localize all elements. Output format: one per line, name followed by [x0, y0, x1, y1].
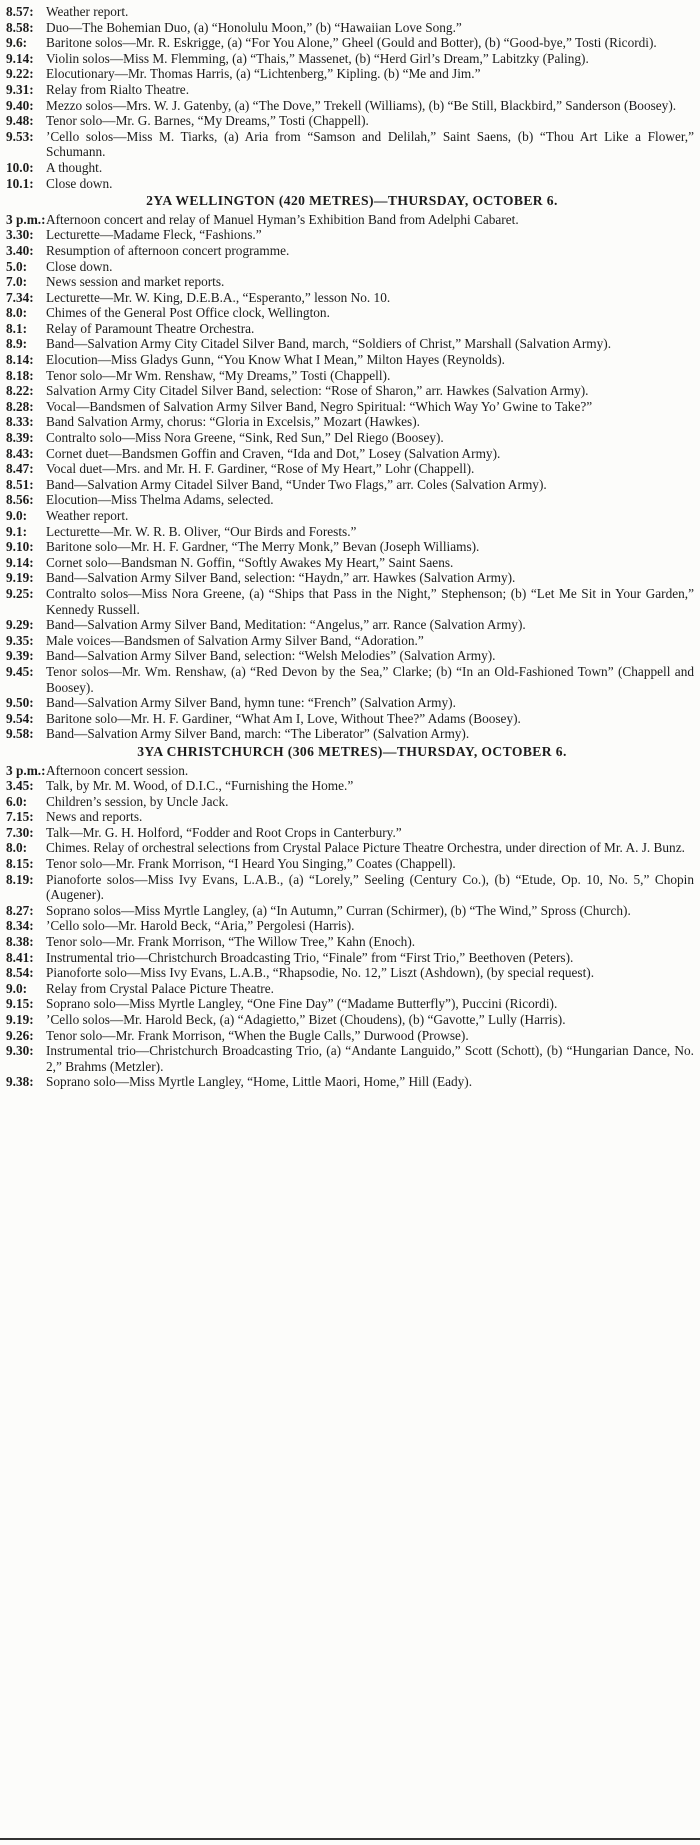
entry-time: 3.45:: [6, 778, 34, 794]
entry-description: Duo—The Bohemian Duo, (a) “Honolulu Moon,” (b) “Hawaiian Love Song.”: [46, 19, 462, 35]
entry-description: Soprano solo—Miss Myrtle Langley, “Home, Little Maori, Home,” Hill (Eady).: [46, 1074, 473, 1090]
entry-description: Instrumental trio—Christchurch Broadcasting Trio, (a) “Andante Languido,” Scott (Schott), (b) “Hungarian Dance, No. 2,” Brahms (Metzler).: [46, 1043, 694, 1074]
programme-entry: [6, 695, 698, 711]
entry-description: Relay from Crystal Palace Picture Theatre.: [46, 980, 274, 996]
entry-description: Tenor solo—Mr. Frank Morrison, “The Willow Tree,” Kahn (Enoch).: [46, 934, 416, 950]
programme-entry: [6, 778, 698, 794]
entry-time: 7.34:: [6, 289, 34, 305]
entry-time: 9.19:: [6, 1012, 34, 1027]
entry-time: 3 p.m.:: [6, 211, 46, 227]
programme-entry: [6, 555, 698, 571]
programme-entry: [6, 664, 698, 695]
entry-description: Elocutionary—Mr. Thomas Harris, (a) “Lichtenberg,” Kipling. (b) “Me and Jim.”: [46, 66, 481, 82]
programme-entry: [6, 399, 698, 415]
programme-entry: [6, 212, 698, 228]
programme-entry: [6, 461, 698, 477]
entry-time: 9.0:: [6, 980, 28, 996]
programme-entry: [6, 934, 698, 950]
programme-entry: [6, 996, 698, 1012]
entry-time: 9.29:: [6, 617, 34, 633]
entry-time: 9.31:: [6, 81, 34, 97]
entry-time: 9.35:: [6, 632, 34, 648]
programme-entry: [6, 160, 698, 176]
programme-entry: [6, 763, 698, 779]
entry-time: 9.48:: [6, 113, 34, 129]
entry-description: Tenor solos—Mr. Wm. Renshaw, (a) “Red Devon by the Sea,” Clarke; (b) “In an Old-Fashioned Town” (Chappell and Boosey).: [46, 663, 694, 695]
programme-entry: [6, 726, 698, 742]
programme-entry: [6, 336, 698, 352]
entry-description: Weather report.: [46, 4, 129, 19]
programme-entry: [6, 617, 698, 633]
entry-time: 10.1:: [6, 175, 34, 191]
entry-time: 9.30:: [6, 1043, 34, 1059]
programme-entry: [6, 113, 698, 129]
entry-time: 3.30:: [6, 227, 34, 243]
programme-entry: [6, 711, 698, 727]
entry-description: Band—Salvation Army Silver Band, selection: “Haydn,” arr. Hawkes (Salvation Army).: [46, 570, 516, 586]
programme-entry: [6, 570, 698, 586]
entry-time: 8.41:: [6, 949, 34, 965]
entry-time: 9.45:: [6, 663, 34, 679]
programme-entry: [6, 129, 698, 160]
entry-time: 8.18:: [6, 367, 34, 383]
entry-time: 7.0:: [6, 274, 28, 290]
programme-column: [6, 4, 698, 1090]
entry-time: 8.54:: [6, 965, 34, 981]
programme-entry: [6, 524, 698, 540]
entry-time: 9.54:: [6, 710, 34, 726]
entry-time: 8.9:: [6, 336, 28, 352]
bottom-rule: [0, 1838, 700, 1840]
programme-entry: [6, 648, 698, 664]
entry-description: Band—Salvation Army Silver Band, hymn tune: “French” (Salvation Army).: [46, 695, 456, 711]
entry-time: 8.15:: [6, 856, 34, 872]
entry-time: 6.0:: [6, 793, 28, 809]
entry-description: Soprano solos—Miss Myrtle Langley, (a) “In Autumn,” Curran (Schirmer), (b) “The Wind,” Spross (Church).: [46, 902, 631, 918]
entry-time: 8.39:: [6, 430, 34, 446]
entry-description: Vocal duet—Mrs. and Mr. H. F. Gardiner, “Rose of My Heart,” Lohr (Chappell).: [46, 461, 475, 477]
entry-time: 9.1:: [6, 523, 28, 539]
programme-entry: [6, 872, 698, 903]
entry-description: Pianoforte solo—Miss Ivy Evans, L.A.B., “Rhapsodie, No. 12,” Liszt (Ashdown), (by special request).: [46, 965, 595, 981]
programme-entry: [6, 981, 698, 997]
entry-time: 9.39:: [6, 648, 34, 664]
entry-time: 8.51:: [6, 476, 34, 492]
entry-description: Close down.: [46, 258, 113, 274]
entry-description: Close down.: [46, 175, 113, 191]
entry-description: News session and market reports.: [46, 274, 225, 290]
programme-entry: [6, 477, 698, 493]
entry-time: 3.40:: [6, 242, 34, 258]
entry-description: Cornet solo—Bandsman N. Goffin, “Softly Awakes My Heart,” Saint Saens.: [46, 554, 454, 570]
programme-entry: [6, 539, 698, 555]
entry-time: 10.0:: [6, 159, 34, 175]
entry-time: 8.22:: [6, 383, 34, 399]
programme-entry: [6, 290, 698, 306]
entry-description: Band—Salvation Army Silver Band, selection: “Welsh Melodies” (Salvation Army).: [46, 648, 496, 664]
programme-entry: [6, 176, 698, 192]
entry-time: 9.15:: [6, 996, 34, 1012]
programme-entry: [6, 586, 698, 617]
station-heading: 2YA WELLINGTON (420 METRES)—THURSDAY, OCTOBER 6.: [146, 193, 558, 209]
programme-entry: [6, 51, 698, 67]
programme-entry: [6, 903, 698, 919]
entry-time: 9.25:: [6, 585, 34, 601]
programme-entry: [6, 1043, 698, 1074]
entry-description: Children’s session, by Uncle Jack.: [46, 793, 229, 809]
programme-entry: [6, 794, 698, 810]
entry-description: Afternoon concert session.: [46, 762, 189, 778]
entry-time: 8.38:: [6, 934, 34, 950]
entry-description: ’Cello solos—Miss M. Tiarks, (a) Aria from “Samson and Delilah,” Saint Saens, (b) “Thou Art Like a Flower,” Schumann.: [46, 128, 694, 160]
programme-entry: [6, 82, 698, 98]
entry-description: Chimes of the General Post Office clock, Wellington.: [46, 305, 330, 321]
programme-entry: [6, 825, 698, 841]
entry-time: 5.0:: [6, 258, 28, 274]
entry-description: News and reports.: [46, 809, 143, 825]
programme-entry: [6, 321, 698, 337]
entry-description: Baritone solo—Mr. H. F. Gardner, “The Merry Monk,” Bevan (Joseph Williams).: [46, 539, 480, 555]
programme-entry: [6, 492, 698, 508]
programme-entry: [6, 305, 698, 321]
entry-time: 9.26:: [6, 1027, 34, 1043]
entry-time: 9.6:: [6, 35, 28, 51]
entry-description: ’Cello solos—Mr. Harold Beck, (a) “Adagietto,” Bizet (Choudens), (b) “Gavotte,” Lully (Harris).: [46, 1012, 566, 1027]
entry-description: A thought.: [46, 159, 103, 175]
entry-time: 8.33:: [6, 414, 34, 430]
programme-entry: [6, 66, 698, 82]
entry-time: 8.14:: [6, 352, 34, 368]
entry-time: 8.0:: [6, 840, 28, 856]
programme-entry: [6, 1074, 698, 1090]
entry-time: 8.56:: [6, 492, 34, 508]
programme-entry: [6, 840, 698, 856]
entry-description: Band—Salvation Army Citadel Silver Band, “Under Two Flags,” arr. Coles (Salvation Army).: [46, 476, 547, 492]
programme-entry: [6, 965, 698, 981]
entry-description: Relay from Rialto Theatre.: [46, 81, 190, 97]
entry-time: 7.15:: [6, 809, 34, 825]
programme-entry: [6, 508, 698, 524]
entry-description: Salvation Army City Citadel Silver Band, selection: “Rose of Sharon,” arr. Hawkes (Salvation Army).: [46, 383, 589, 399]
entry-time: 8.47:: [6, 461, 34, 477]
programme-entry: [6, 259, 698, 275]
entry-time: 9.38:: [6, 1074, 34, 1090]
entry-time: 3 p.m.:: [6, 762, 46, 778]
programme-entry: [6, 1012, 698, 1028]
entry-time: 8.19:: [6, 871, 34, 887]
entry-description: Cornet duet—Bandsmen Goffin and Craven, “Ida and Dot,” Losey (Salvation Army).: [46, 445, 501, 461]
entry-description: Afternoon concert and relay of Manuel Hyman’s Exhibition Band from Adelphi Cabaret.: [46, 211, 519, 227]
programme-entry: [6, 20, 698, 36]
programme-entry: [6, 274, 698, 290]
entry-description: Tenor solo—Mr Wm. Renshaw, “My Dreams,” Tosti (Chappell).: [46, 367, 391, 383]
programme-entry: [6, 243, 698, 259]
entry-time: 9.14:: [6, 50, 34, 66]
entry-time: 9.40:: [6, 97, 34, 113]
programme-entry: [6, 950, 698, 966]
entry-description: Soprano solo—Miss Myrtle Langley, “One Fine Day” (“Madame Butterfly”), Puccini (Ricordi).: [46, 996, 558, 1012]
entry-description: Contralto solo—Miss Nora Greene, “Sink, Red Sun,” Del Riego (Boosey).: [46, 430, 444, 446]
programme-entry: [6, 809, 698, 825]
programme-entry: [6, 368, 698, 384]
programme-entry: [6, 227, 698, 243]
entry-time: 9.53:: [6, 128, 34, 144]
entry-time: 9.58:: [6, 726, 34, 742]
entry-description: Band—Salvation Army Silver Band, march: “The Liberator” (Salvation Army).: [46, 726, 470, 742]
programme-entry: [6, 1028, 698, 1044]
programme-entry: [6, 856, 698, 872]
entry-time: 9.10:: [6, 539, 34, 555]
entry-time: 8.34:: [6, 918, 34, 934]
entry-description: Band—Salvation Army Silver Band, Meditation: “Angelus,” arr. Rance (Salvation Army).: [46, 617, 526, 633]
entry-time: 9.14:: [6, 554, 34, 570]
programme-entry: [6, 352, 698, 368]
entry-description: Violin solos—Miss M. Flemming, (a) “Thais,” Massenet, (b) “Herd Girl’s Dream,” Labitzky (Paling).: [46, 50, 589, 66]
entry-description: Band Salvation Army, chorus: “Gloria in Excelsis,” Mozart (Hawkes).: [46, 414, 420, 430]
entry-description: Lecturette—Mr. W. R. B. Oliver, “Our Birds and Forests.”: [46, 523, 357, 539]
entry-description: Tenor solo—Mr. Frank Morrison, “I Heard You Singing,” Coates (Chappell).: [46, 856, 456, 872]
programme-entry: [6, 430, 698, 446]
entry-description: Contralto solos—Miss Nora Greene, (a) “Ships that Pass in the Night,” Stephenson; (b) “Let Me Sit in Your Garden,” Kennedy Russell.: [46, 585, 694, 617]
entry-description: Elocution—Miss Thelma Adams, selected.: [46, 492, 274, 508]
entry-time: 8.28:: [6, 398, 34, 414]
entry-time: 8.57:: [6, 4, 34, 19]
entry-description: Talk, by Mr. M. Wood, of D.I.C., “Furnishing the Home.”: [46, 778, 354, 794]
programme-entry: [6, 35, 698, 51]
entry-time: 8.0:: [6, 305, 28, 321]
entry-time: 8.43:: [6, 445, 34, 461]
entry-description: Band—Salvation Army City Citadel Silver Band, march, “Soldiers of Christ,” Marshall (Salvation Army).: [46, 336, 612, 352]
entry-description: Talk—Mr. G. H. Holford, “Fodder and Root Crops in Canterbury.”: [46, 824, 402, 840]
entry-description: Lecturette—Mr. W. King, D.E.B.A., “Esperanto,” lesson No. 10.: [46, 289, 391, 305]
entry-time: 9.50:: [6, 695, 34, 711]
programme-entry: [6, 633, 698, 649]
entry-description: Lecturette—Madame Fleck, “Fashions.”: [46, 227, 262, 243]
entry-time: 9.0:: [6, 508, 28, 523]
programme-entry: [6, 4, 698, 20]
entry-description: Male voices—Bandsmen of Salvation Army Silver Band, “Adoration.”: [46, 632, 424, 648]
entry-description: Pianoforte solos—Miss Ivy Evans, L.A.B., (a) “Lorely,” Seeling (Century Co.), (b) “Etude, Op. 10, No. 5,” Chopin (Augener).: [46, 871, 694, 903]
entry-description: Tenor solo—Mr. G. Barnes, “My Dreams,” Tosti (Chappell).: [46, 113, 369, 129]
entry-description: ’Cello solo—Mr. Harold Beck, “Aria,” Pergolesi (Harris).: [46, 918, 355, 934]
programme-entry: [6, 383, 698, 399]
entry-time: 8.27:: [6, 902, 34, 918]
entry-description: Vocal—Bandsmen of Salvation Army Silver Band, Negro Spiritual: “Which Way Yo’ Gwine to Take?”: [46, 398, 593, 414]
entry-description: Elocution—Miss Gladys Gunn, “You Know What I Mean,” Milton Hayes (Reynolds).: [46, 352, 505, 368]
entry-time: 7.30:: [6, 824, 34, 840]
entry-time: 8.1:: [6, 320, 28, 336]
programme-entry: [6, 414, 698, 430]
entry-description: Baritone solos—Mr. R. Eskrigge, (a) “For You Alone,” Gheel (Gould and Botter), (b) “Good-bye,” Tosti (Ricordi).: [46, 35, 657, 51]
entry-description: Tenor solo—Mr. Frank Morrison, “When the Bugle Calls,” Durwood (Prowse).: [46, 1027, 469, 1043]
entry-description: Weather report.: [46, 508, 129, 523]
entry-time: 8.58:: [6, 19, 34, 35]
programme-entry: [6, 98, 698, 114]
entry-time: 9.19:: [6, 570, 34, 586]
entry-description: Instrumental trio—Christchurch Broadcasting Trio, “Finale” from “First Trio,” Beethoven (Peters).: [46, 949, 574, 965]
entry-time: 9.22:: [6, 66, 34, 82]
entry-description: Resumption of afternoon concert programme.: [46, 242, 290, 258]
entry-description: Baritone solo—Mr. H. F. Gardiner, “What Am I, Love, Without Thee?” Adams (Boosey).: [46, 710, 521, 726]
programme-entry: [6, 918, 698, 934]
station-heading: 3YA CHRISTCHURCH (306 METRES)—THURSDAY, OCTOBER 6.: [137, 743, 567, 759]
entry-description: Relay of Paramount Theatre Orchestra.: [46, 320, 255, 336]
entry-description: Mezzo solos—Mrs. W. J. Gatenby, (a) “The Dove,” Trekell (Williams), (b) “Be Still, Blackbird,” Sanderson (Boosey).: [46, 97, 677, 113]
entry-description: Chimes. Relay of orchestral selections from Crystal Palace Picture Theatre Orchestra, under direction of Mr. A. J. Bunz.: [46, 840, 685, 856]
programme-entry: [6, 446, 698, 462]
